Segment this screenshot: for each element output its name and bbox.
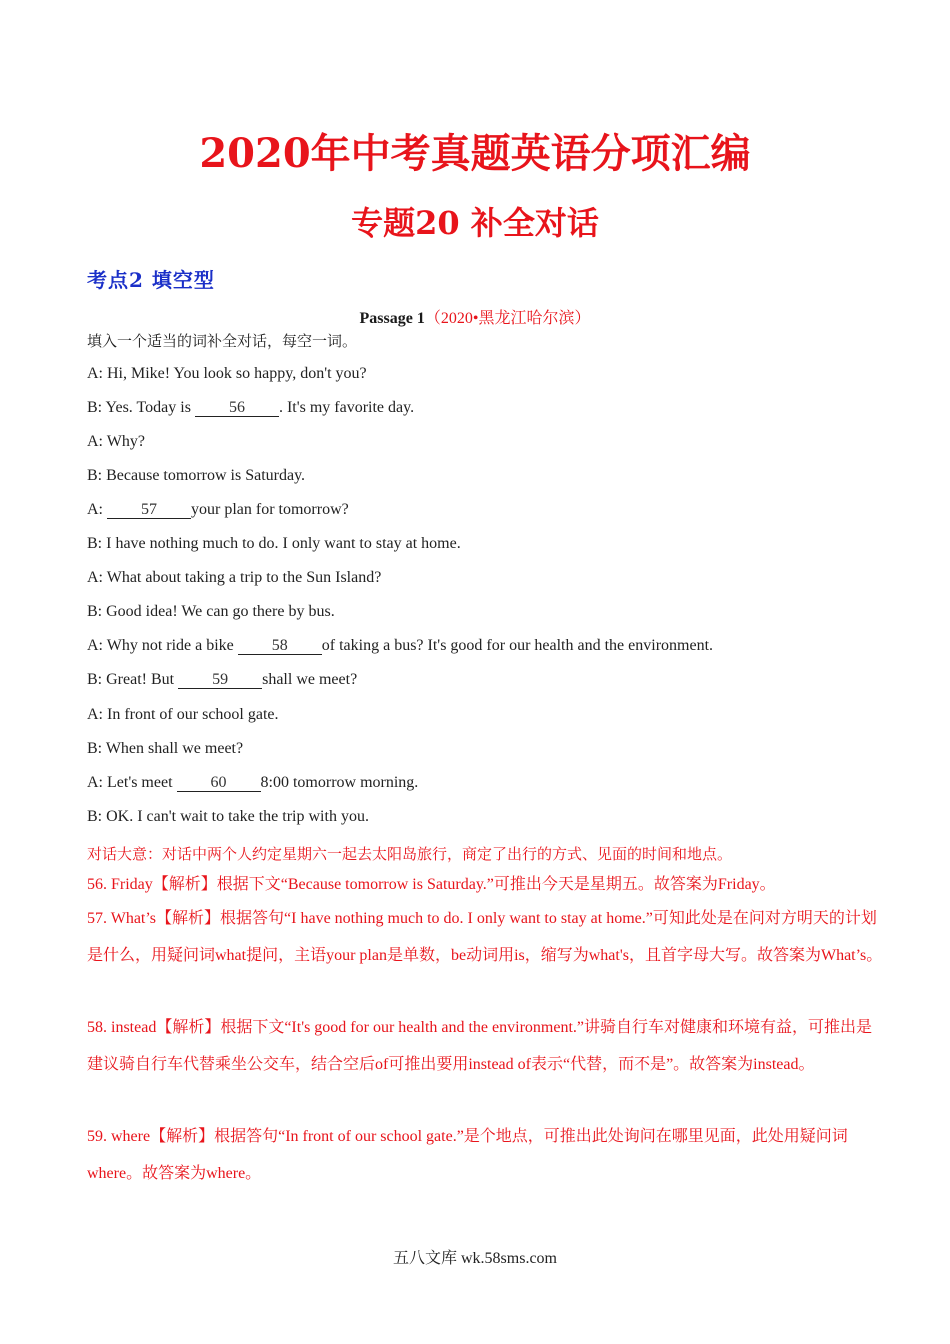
answer-59: 59. where【解析】根据答句“In front of our school gate.”是个地点，可推出此处询问在哪里见面，此处用疑问词where。故答案为where。: [87, 1128, 848, 1182]
dialogue-text: A:: [87, 501, 107, 518]
dialogue-line-4: B: Because tomorrow is Saturday.: [87, 467, 306, 484]
dialogue-line-6: B: I have nothing much to do. I only want to stay at home.: [87, 535, 461, 552]
dialogue-text: B: Great! But: [87, 671, 179, 688]
dialogue-line-2: [87, 399, 414, 417]
dialogue-line-3: A: Why?: [87, 433, 145, 450]
dialogue-text: of taking a bus? It's good for our health and the environment.: [321, 637, 714, 654]
blank-60: 60: [177, 775, 261, 792]
dialogue-line-5: [87, 501, 349, 519]
answer-57: 57. What’s【解析】根据答句“I have nothing much to do. I only want to stay at home.”可知此处是在问对方明天的计划是什么，用疑问词what提问，主语your plan是单数，be动词用is，缩写为what's，且首字母大写。故答案为What’s。: [87, 910, 883, 964]
passage-name: Passage 1: [359, 310, 425, 327]
dialogue-text: B: Yes. Today is: [87, 399, 195, 416]
answer-58: 58. instead【解析】根据下文“It's good for our health and the environment.”讲骑自行车对健康和环境有益，可推出是建议骑自行车代替乘坐公交车，结合空后of可推出要用instead of表示“代替，而不是”。故答案为instead。: [87, 1019, 873, 1073]
blank-59: 59: [178, 672, 262, 689]
dialogue-text: A: Why not ride a bike: [87, 637, 238, 654]
dialogue-text: . It's my favorite day.: [278, 399, 415, 416]
dialogue-line-1: A: Hi, Mike! You look so happy, don't you?: [87, 365, 367, 382]
blank-57: 57: [107, 502, 191, 519]
footer-watermark: 五八文库 wk.58sms.com: [392, 1250, 557, 1267]
dialogue-line-10: [87, 671, 357, 689]
dialogue-text: A: Let's meet: [87, 774, 177, 791]
blank-56: 56: [195, 400, 279, 417]
section-heading: 考点2 填空型: [87, 268, 215, 292]
dialogue-text: shall we meet?: [262, 671, 358, 688]
dialogue-line-8: B: Good idea! We can go there by bus.: [87, 603, 335, 620]
passage-source: （2020•黑龙江哈尔滨）: [424, 310, 591, 327]
dialogue-line-9: [87, 637, 713, 655]
dialogue-text: 8:00 tomorrow morning.: [260, 774, 419, 791]
instruction: 填入一个适当的词补全对话，每空一词。: [87, 332, 358, 350]
passage-heading: [0, 305, 950, 328]
dialogue-text: your plan for tomorrow?: [191, 501, 349, 518]
dialogue-line-14: B: OK. I can't wait to take the trip with you.: [87, 808, 369, 825]
page-subtitle: 专题20 补全对话: [351, 204, 599, 242]
blank-58: 58: [238, 638, 322, 655]
dialogue-line-13: [87, 774, 418, 792]
dialogue-line-12: B: When shall we meet?: [87, 740, 244, 757]
answer-summary: 对话大意：对话中两个人约定星期六一起去太阳岛旅行，商定了出行的方式、见面的时间和地点。: [87, 845, 733, 863]
page-title: 2020年中考真题英语分项汇编: [199, 130, 751, 177]
answer-56: 56. Friday【解析】根据下文“Because tomorrow is Saturday.”可推出今天是星期五。故答案为Friday。: [87, 876, 776, 893]
dialogue-line-11: A: In front of our school gate.: [87, 706, 279, 723]
dialogue-line-7: A: What about taking a trip to the Sun Island?: [87, 569, 382, 586]
